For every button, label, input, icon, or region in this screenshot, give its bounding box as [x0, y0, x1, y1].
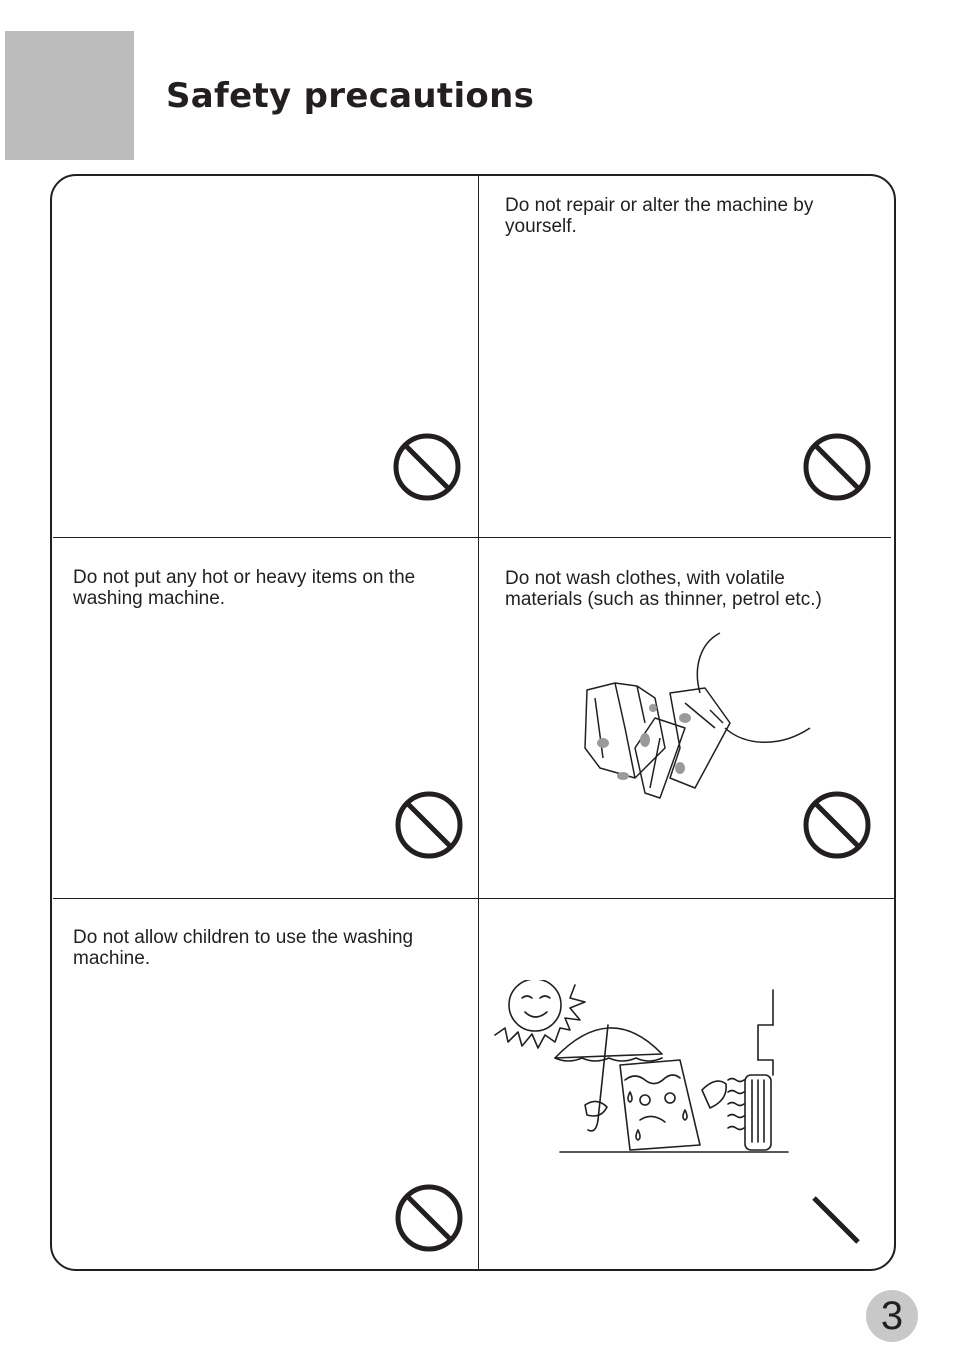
section-tab	[5, 31, 134, 160]
precaution-no-repair: Do not repair or alter the machine by yourself.	[505, 195, 814, 237]
precaution-no-volatile: Do not wash clothes, with volatile materials (such as thinner, petrol etc.)	[505, 568, 822, 610]
machine-sun-rain-heater-illustration	[490, 980, 790, 1155]
grid-vertical-divider	[478, 176, 479, 1269]
prohibition-icon	[392, 432, 462, 502]
page-title: Safety precautions	[166, 76, 535, 116]
grid-row-divider	[53, 537, 891, 538]
prohibition-icon	[394, 790, 464, 860]
prohibition-icon	[394, 1183, 464, 1253]
precaution-no-children: Do not allow children to use the washing machine.	[73, 927, 414, 969]
grid-row-divider	[53, 898, 896, 899]
page-number-badge: 3	[866, 1290, 918, 1342]
prohibition-slash-icon	[808, 1192, 868, 1252]
precaution-no-heavy-items: Do not put any hot or heavy items on the washing machine.	[73, 567, 416, 609]
clothes-in-hand-illustration	[575, 628, 815, 803]
prohibition-icon	[802, 432, 872, 502]
prohibition-icon	[802, 790, 872, 860]
